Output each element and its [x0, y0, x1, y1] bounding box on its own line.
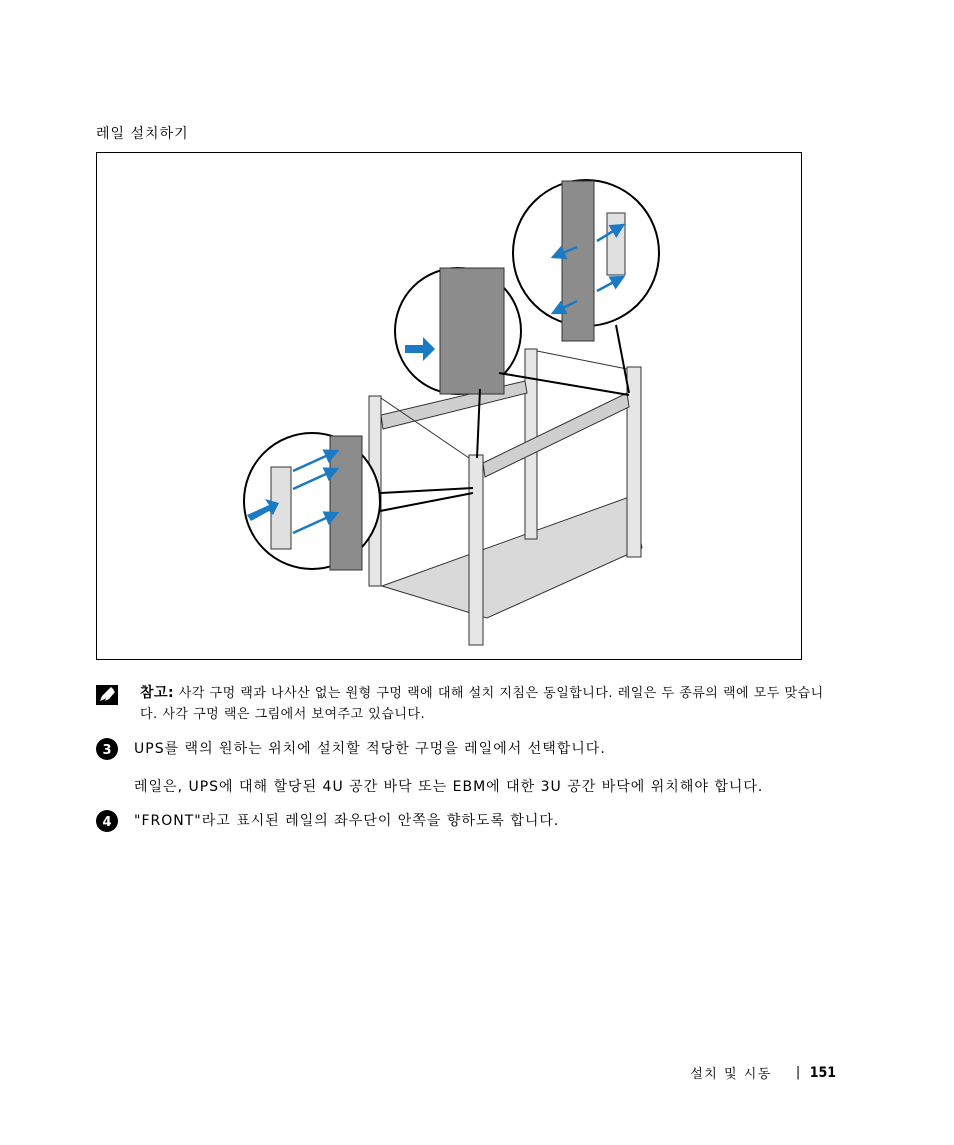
rack-post-front-right — [627, 367, 641, 557]
svg-text:3: 3 — [102, 743, 112, 758]
rack-floor — [382, 496, 642, 618]
rail-installation-figure — [96, 152, 802, 660]
step-number-badge — [96, 810, 118, 832]
note-pencil-icon — [96, 685, 118, 705]
figure-caption: 레일 설치하기 — [96, 126, 189, 142]
note-label: 참고: — [140, 685, 175, 701]
page-footer — [690, 1063, 836, 1082]
footer-section-title: 설치 및 시동 — [690, 1067, 772, 1082]
step-3-subtext: 레일은, UPS에 대해 할당된 4U 공간 바닥 또는 EBM에 대한 3U 공간 바닥에 위치해야 합니다. — [134, 779, 764, 795]
rail-right — [483, 393, 629, 477]
step-number-badge — [96, 738, 118, 760]
step-3-text: UPS를 랙의 원하는 위치에 설치할 적당한 구멍을 레일에서 선택합니다. — [134, 741, 606, 757]
note-text — [140, 683, 840, 725]
note-body: 사각 구멍 랙과 나사산 없는 원형 구멍 랙에 대해 설치 지침은 동일합니다. 레일은 두 종류의 랙에 모두 맞습니다. 사각 구멍 랙은 그림에서 보여주고 있습니다. — [140, 686, 824, 722]
rack-rail-illustration — [97, 153, 802, 660]
footer-separator: | — [795, 1065, 802, 1080]
svg-text:4: 4 — [102, 815, 112, 830]
rack-post-front-left — [469, 455, 483, 645]
step-4-text: "FRONT"라고 표시된 레일의 좌우단이 안쪽을 향하도록 합니다. — [134, 813, 560, 829]
page-number: 151 — [809, 1064, 836, 1081]
